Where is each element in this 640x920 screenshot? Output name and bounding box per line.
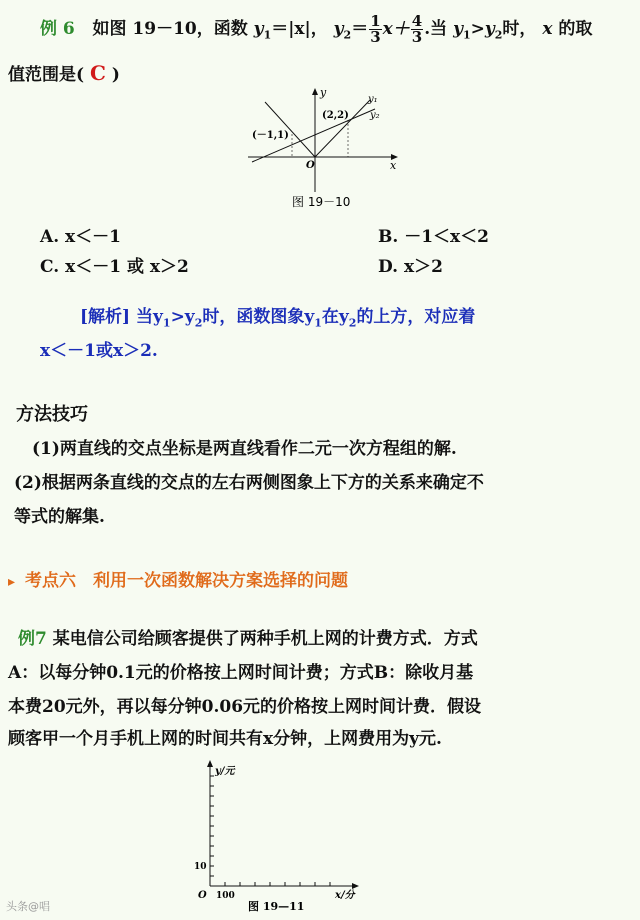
option-b: B. －1＜x＜2 xyxy=(378,227,489,247)
watermark: 头条@唱 xyxy=(6,900,50,913)
fig2-y-ticks xyxy=(210,776,214,876)
answer-letter: C xyxy=(89,61,106,85)
option-a: A. x＜－1 xyxy=(40,227,121,247)
graph-y1 xyxy=(265,100,370,157)
fraction-one-third: $\frac{1}{3}$ xyxy=(370,12,381,46)
kaodian-heading: ▸ 考点六 利用一次函数解决方案选择的问题 xyxy=(8,571,349,591)
fig1-label-y2: y₂ xyxy=(370,110,380,121)
option-c: C. x＜－1 或 x＞2 xyxy=(40,257,189,277)
method-point-2b: 等式的解集. xyxy=(14,507,105,527)
fig1-label-y1: y₁ xyxy=(368,94,378,105)
example7-label: 例7 xyxy=(18,629,47,649)
fig1-axis-y: y xyxy=(320,86,327,99)
method-point-1: (1)两直线的交点坐标是两直线看作二元一次方程组的解. xyxy=(32,439,457,459)
fig2-caption: 图 19—11 xyxy=(248,900,305,913)
fig2-origin: O xyxy=(198,890,207,901)
fig2-tick-x-100: 100 xyxy=(216,891,235,901)
fig2-x-ticks xyxy=(225,882,330,886)
fig2-tick-y-10: 10 xyxy=(194,862,207,872)
fig2-axis-x: x/分 xyxy=(335,890,355,901)
figure-19-10 xyxy=(240,82,410,212)
example7-line3: 本费20元外，再以每分钟0.06元的价格按上网时间计费．假设 xyxy=(8,697,482,717)
fig1-point-b: (2,2) xyxy=(322,110,349,121)
fig1-axis-x: x xyxy=(390,159,397,172)
fig2-y-axis-arrow xyxy=(207,760,213,767)
fig1-point-a: (－1,1) xyxy=(252,130,289,141)
example7-line1: 例7 某电信公司给顾客提供了两种手机上网的计费方式．方式 xyxy=(18,629,478,649)
example6-line2: 值范围是( C ) xyxy=(8,61,120,85)
fig1-caption: 图 19－10 xyxy=(292,195,351,209)
example6-line1: 例 6 如图 19－10，函数 $y_1=|x|$， $y_2=$ $\frac{1}{3}$ x＋ $\frac{4}{3}$ .当 $y_1>y_2$时， x 的取 xyxy=(40,12,593,46)
example6-label: 例 6 xyxy=(40,19,75,39)
triangle-marker-icon: ▸ xyxy=(8,574,16,590)
method-point-2a: (2)根据两条直线的交点的左右两侧图象上下方的关系来确定不 xyxy=(14,473,484,493)
figure-19-11 xyxy=(190,758,370,918)
fig1-origin: O xyxy=(306,160,315,171)
example7-line2: A：以每分钟0.1元的价格按上网时间计费；方式B：除收月基 xyxy=(8,663,474,683)
example7-line4: 顾客甲一个月手机上网的时间共有x分钟，上网费用为y元. xyxy=(8,729,442,749)
y-axis-arrow xyxy=(312,88,318,95)
analysis-line2: x＜－1或x＞2. xyxy=(40,341,158,361)
method-title: 方法技巧 xyxy=(16,404,88,425)
fig2-x-axis-arrow xyxy=(352,883,359,889)
fraction-four-thirds: $\frac{4}{3}$ xyxy=(411,12,423,46)
analysis-line1: [解析] 当$y_1>y_2$时，函数图象$y_1$在$y_2$的上方，对应着 xyxy=(80,307,476,330)
analysis-tag: [解析] xyxy=(80,307,131,327)
option-d: D. x＞2 xyxy=(378,257,443,277)
fig2-axis-y: y/元 xyxy=(215,766,235,777)
